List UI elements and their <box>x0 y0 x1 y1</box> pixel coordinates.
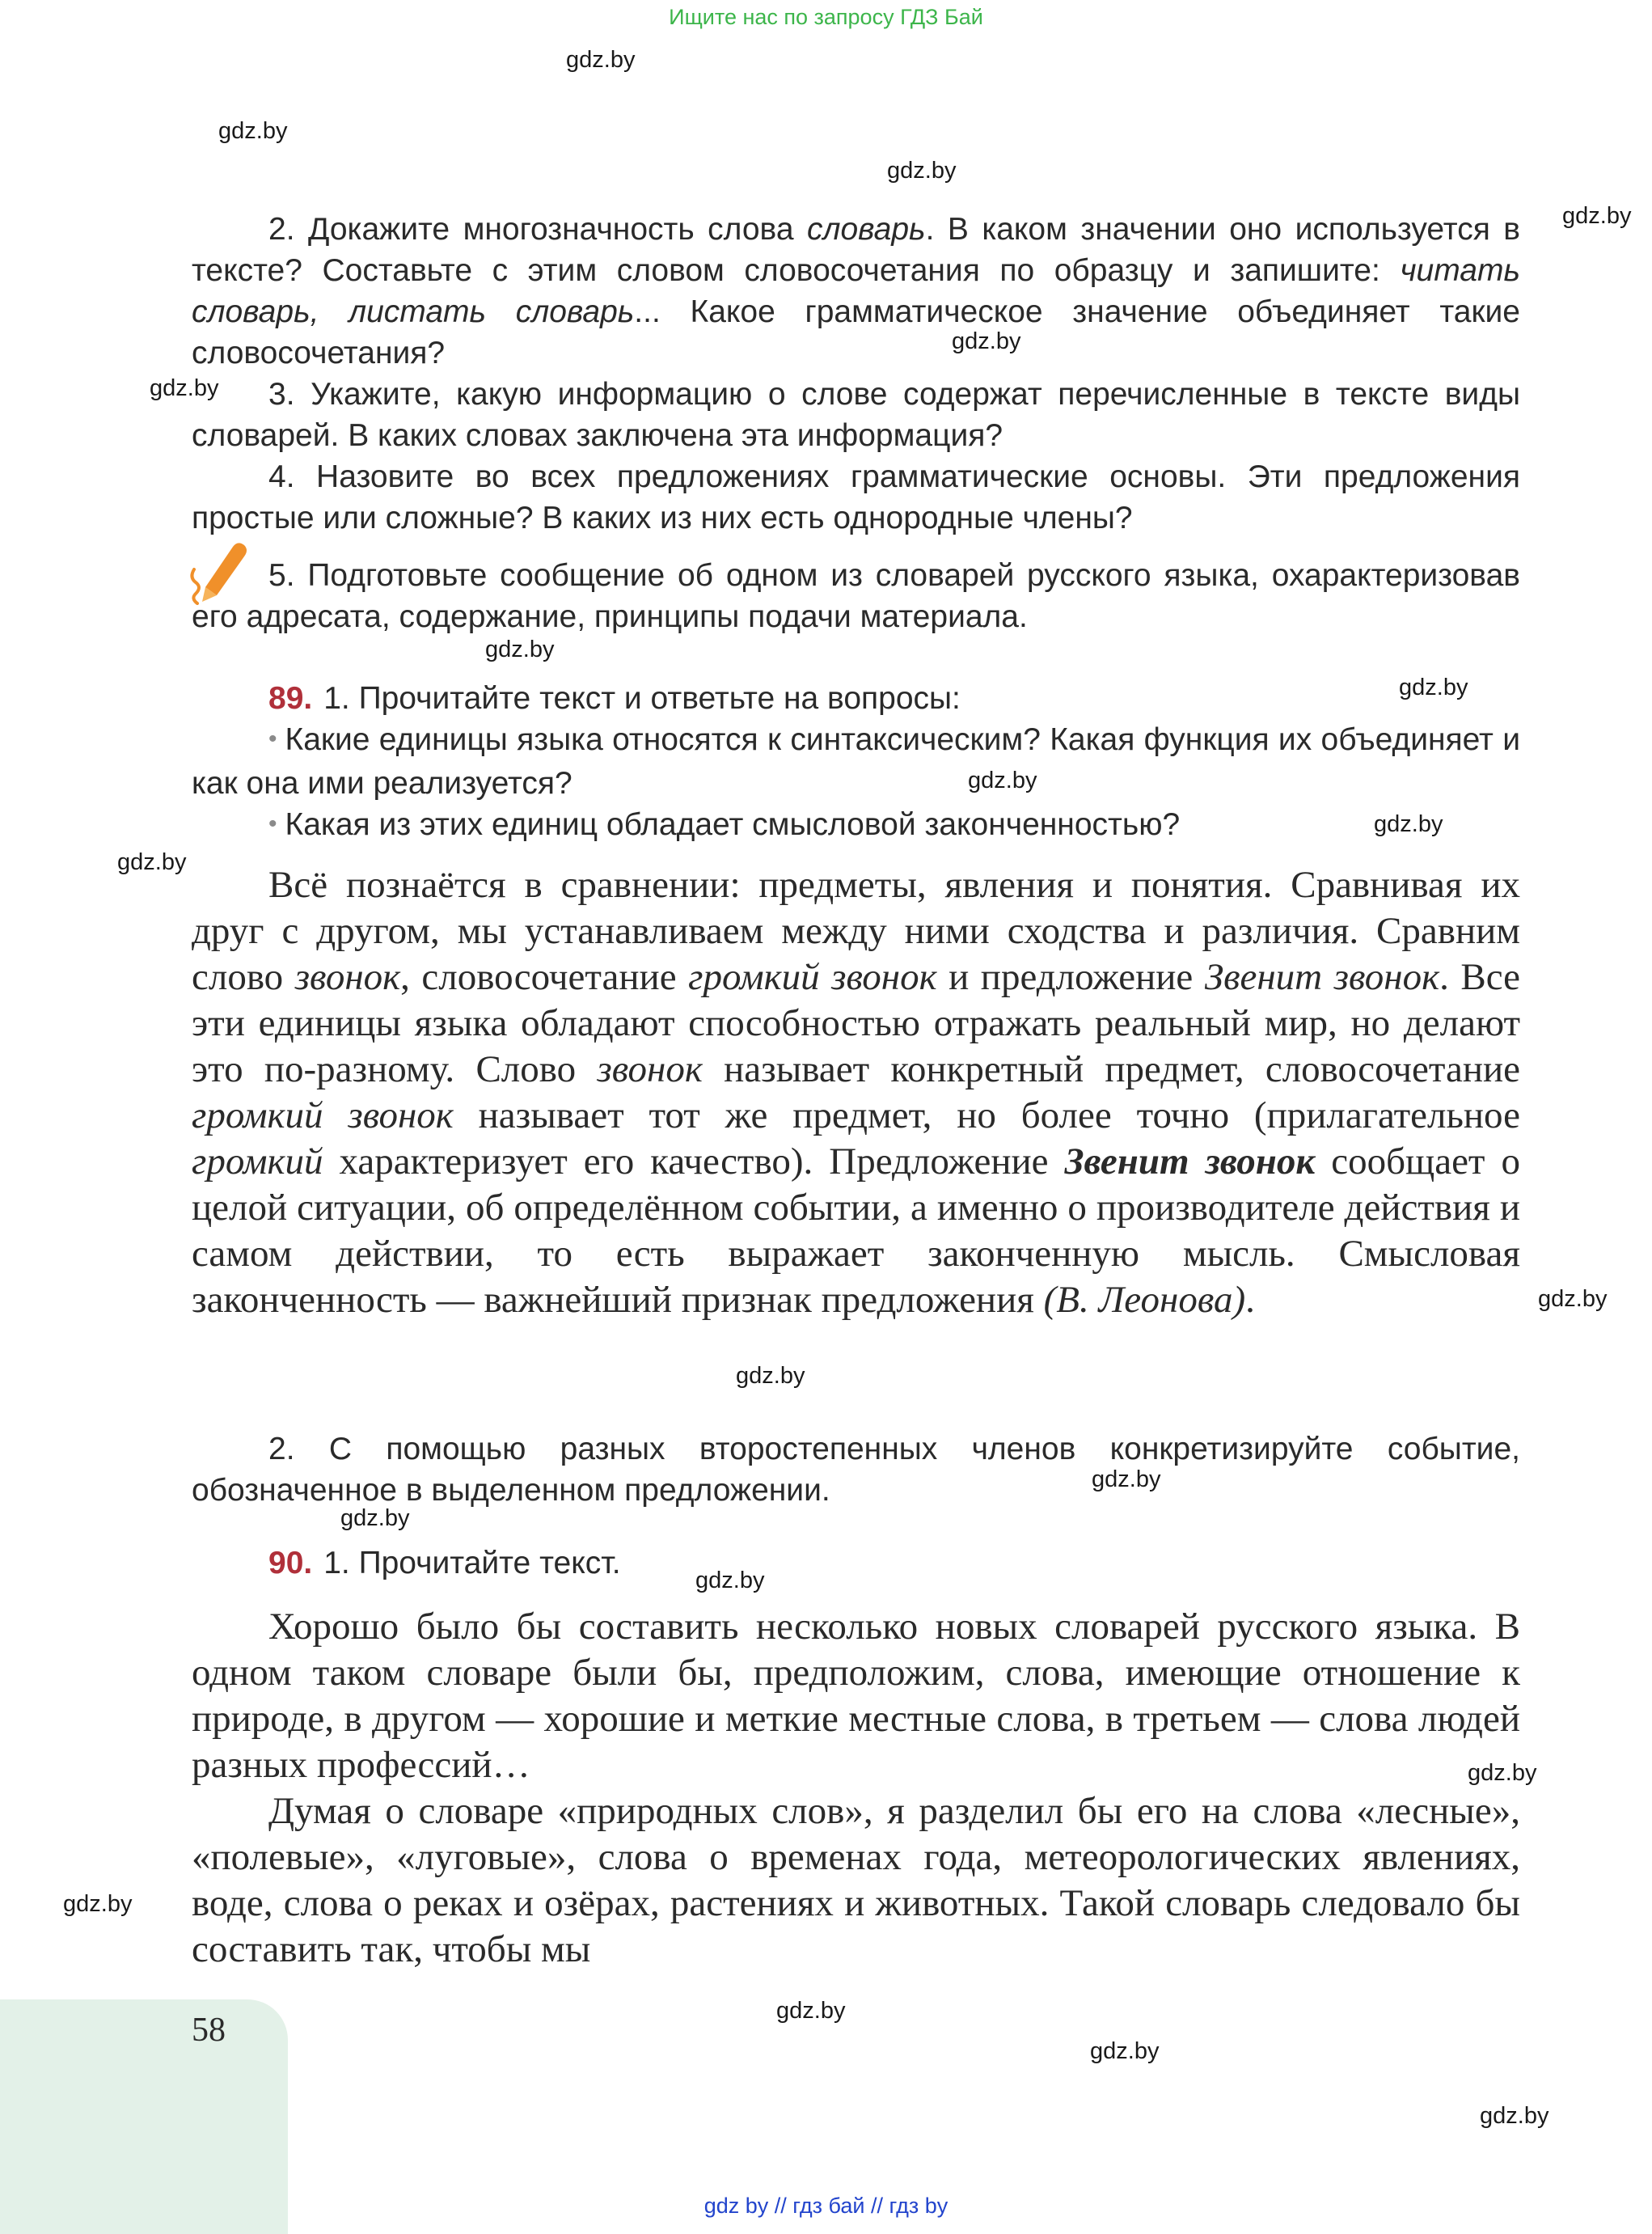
watermark: gdz.by <box>1374 811 1443 837</box>
watermark: gdz.by <box>566 47 636 73</box>
pen-icon <box>188 535 252 605</box>
task89-task2: 2. С помощью разных второстепенных членов конкретизируйте событие, обозначенное в выделенном предложении. <box>192 1432 1520 1508</box>
watermark: gdz.by <box>1480 2103 1549 2129</box>
watermark: gdz.by <box>63 1891 133 1917</box>
task90-instruction-line: 90. 1. Прочитайте текст. <box>268 1546 621 1580</box>
bullet-icon: • <box>268 726 277 752</box>
watermark: gdz.by <box>695 1568 765 1593</box>
watermark: gdz.by <box>1562 203 1632 229</box>
watermark: gdz.by <box>1538 1286 1608 1312</box>
watermark: gdz.by <box>776 1998 846 2024</box>
task90-paragraph-2: Думая о словаре «природных слов», я разделил бы его на слова «лесные», «полевые», «луговые», слова о временах года, метеорологических явлениях, воде, слова о реках и озёрах, растениях и животных. Такой словарь следовало бы составить так, чтобы мы <box>192 1790 1520 1970</box>
task89-question-2: • Какая из этих единиц обладает смысловой законченностью? <box>268 807 1181 842</box>
task88-question-4: 4. Назовите во всех предложениях грамматические основы. Эти предложения простые или сложные? В каких из них есть однородные члены? <box>192 459 1520 535</box>
task90-text <box>192 1604 1520 1973</box>
task88-question-3: 3. Укажите, какую информацию о слове содержат перечисленные в тексте виды словарей. В каких словах заключена эта информация? <box>192 377 1520 453</box>
watermark: gdz.by <box>887 158 957 184</box>
task89-text <box>192 862 1520 1323</box>
watermark: gdz.by <box>340 1505 410 1531</box>
watermark: gdz.by <box>1399 675 1468 700</box>
top-banner[interactable]: Ищите нас по запросу ГДЗ Бай <box>669 5 983 29</box>
task88-question-5: 5. Подготовьте сообщение об одном из словарей русского языка, охарактеризовав его адресата, содержание, принципы подачи материала. <box>192 558 1520 634</box>
watermark: gdz.by <box>218 118 288 144</box>
watermark: gdz.by <box>1092 1466 1161 1492</box>
watermark: gdz.by <box>736 1363 805 1389</box>
task90-header <box>192 1542 1520 1584</box>
task89-header <box>192 678 1520 848</box>
task88-questions <box>192 209 1520 637</box>
exercise-number: 89. <box>268 681 313 716</box>
watermark: gdz.by <box>968 768 1037 793</box>
page-number: 58 <box>192 2012 226 2049</box>
task90-paragraph-1: Хорошо было бы составить несколько новых словарей русского языка. В одном таком словаре были бы, предположим, слова, имеющие отношение к природе, в другом — хорошие и меткие местные слова, в третьем — слова людей разных профессий… <box>192 1606 1520 1786</box>
watermark: gdz.by <box>485 637 555 662</box>
footer-links[interactable]: gdz by // гдз бай // гдз by <box>703 2194 949 2218</box>
task89-paragraph: Всё познаётся в сравнении: предметы, явления и понятия. Сравнивая их друг с другом, мы устанавливаем между ними сходства и различия. Сравним слово звонок, словосочетание громкий звонок и предложение Звенит звонок. Все эти единицы языка обладают способностью отражать реальный мир, но делают это по-разному. Слово звонок называет конкретный предмет, словосочетание громкий звонок называет тот же предмет, но более точно (прилагательное громкий характеризует его качество). Предложение Звенит звонок сообщает о целой ситуации, об определённом событии, а именно о производителе действия и самом действии, то есть выражает законченную мысль. Смысловая законченность — важнейший признак предложения (В. Леонова). <box>192 864 1521 1321</box>
watermark: gdz.by <box>1090 2038 1160 2064</box>
exercise-number: 90. <box>268 1546 313 1580</box>
watermark: gdz.by <box>952 328 1021 354</box>
highlighted-sentence: Звенит звонок <box>1064 1140 1316 1183</box>
watermark: gdz.by <box>150 375 219 401</box>
bullet-icon: • <box>268 810 277 837</box>
task89-instruction-line: 89. 1. Прочитайте текст и ответьте на вопросы: <box>268 681 961 716</box>
watermark: gdz.by <box>1468 1760 1537 1786</box>
task88-question-2: 2. Докажите многозначность слова словарь. В каком значении оно используется в тексте? Составьте с этим словом словосочетания по образцу и запишите: читать словарь, листать словарь... Какое грамматическое значение объединяет такие словосочетания? <box>192 212 1521 370</box>
task89-question-1: • Какие единицы языка относятся к синтаксическим? Какая функция их объединяет и как она ими реализуется? <box>192 722 1520 801</box>
watermark: gdz.by <box>117 849 187 875</box>
